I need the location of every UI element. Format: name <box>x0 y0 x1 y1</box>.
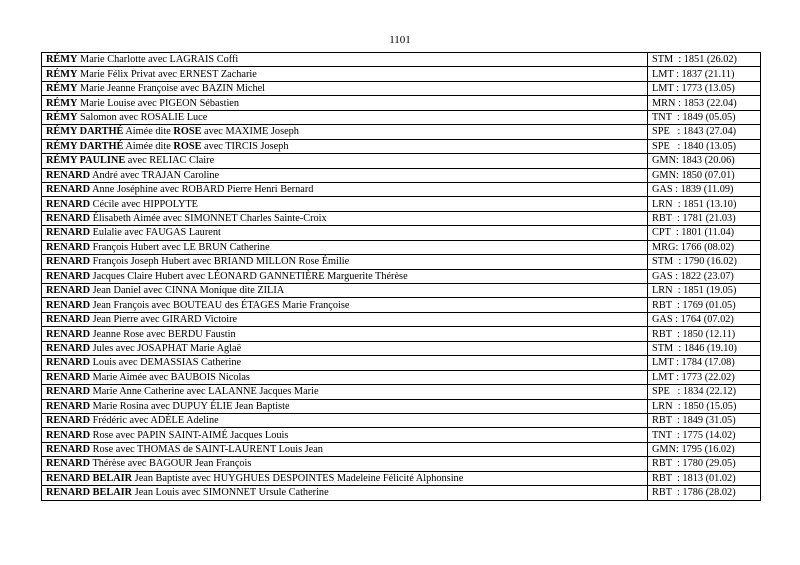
parish-date-reference: GMN: 1843 (20.06) <box>648 154 761 168</box>
entry-text: Jean Pierre avec GIRARD Victoire <box>90 314 238 326</box>
marriage-entry <box>42 327 648 341</box>
marriage-entry <box>42 125 648 139</box>
marriage-entry <box>42 486 648 500</box>
surname: RENARD <box>46 444 91 456</box>
surname: RENARD BELAIR <box>46 487 133 499</box>
entry-text: François Joseph Hubert avec BRIAND MILLON Rose Émilie <box>90 256 350 268</box>
marriage-entry <box>42 399 648 413</box>
table-row <box>42 471 761 485</box>
table-row <box>42 486 761 500</box>
marriage-entry <box>42 385 648 399</box>
parish-date-reference: LRN : 1851 (13.10) <box>648 197 761 211</box>
parish-date-reference: LMT : 1773 (13.05) <box>648 81 761 95</box>
surname: RENARD <box>46 400 91 412</box>
marriage-entry <box>42 457 648 471</box>
parish-date-reference: LMT : 1773 (22.02) <box>648 370 761 384</box>
marriage-entry <box>42 370 648 384</box>
entry-text: Frédéric avec ADÈLE Adeline <box>90 415 219 427</box>
entry-text: Marie Félix Privat avec ERNEST Zacharie <box>77 68 257 80</box>
table-row <box>42 96 761 110</box>
entry-text: Jean Louis avec SIMONNET Ursule Catherine <box>132 487 329 499</box>
surname: RENARD <box>46 184 91 196</box>
parish-date-reference: SPE : 1840 (13.05) <box>648 139 761 153</box>
table-row <box>42 110 761 124</box>
entry-text: François Hubert avec LE BRUN Catherine <box>90 241 270 253</box>
surname: RENARD <box>46 314 91 326</box>
entry-text: Jean Baptiste avec HUYGHUES DESPOINTES Madeleine Félicité Alphonsine <box>132 472 464 484</box>
entry-text: Cécile avec HIPPOLYTE <box>90 198 198 210</box>
surname: RENARD <box>46 299 91 311</box>
surname: RÉMY PAULINE <box>46 155 126 167</box>
entry-text: Rose avec THOMAS de SAINT-LAURENT Louis Jean <box>90 444 323 456</box>
table-row <box>42 226 761 240</box>
surname: RENARD <box>46 169 91 181</box>
surname: RÉMY <box>46 111 78 123</box>
table-row <box>42 139 761 153</box>
parish-date-reference: GAS : 1839 (11.09) <box>648 182 761 196</box>
table-row <box>42 240 761 254</box>
marriage-entry <box>42 197 648 211</box>
entry-text: Jules avec JOSAPHAT Marie Aglaë <box>90 342 242 354</box>
marriage-entry <box>42 211 648 225</box>
marriage-entry <box>42 110 648 124</box>
surname: RENARD <box>46 198 91 210</box>
parish-date-reference: LRN : 1850 (15.05) <box>648 399 761 413</box>
surname: RÉMY DARTHÉ <box>46 126 124 138</box>
table-row <box>42 341 761 355</box>
entry-text: avec TIRCIS Joseph <box>201 140 289 152</box>
table-row <box>42 182 761 196</box>
parish-date-reference: GMN: 1850 (07.01) <box>648 168 761 182</box>
surname: RENARD <box>46 270 91 282</box>
entry-text: Anne Joséphine avec ROBARD Pierre Henri Bernard <box>90 184 314 196</box>
marriage-entry <box>42 53 648 67</box>
parish-date-reference: STM : 1846 (19.10) <box>648 341 761 355</box>
marriage-entry <box>42 182 648 196</box>
marriage-entry <box>42 139 648 153</box>
table-row <box>42 67 761 81</box>
surname: ROSE <box>173 140 202 152</box>
parish-date-reference: GAS : 1764 (07.02) <box>648 312 761 326</box>
parish-date-reference: RBT : 1850 (12.11) <box>648 327 761 341</box>
surname: RENARD <box>46 458 91 470</box>
marriage-entry <box>42 226 648 240</box>
marriage-entry <box>42 341 648 355</box>
surname: RENARD <box>46 386 91 398</box>
entry-text: Marie Louise avec PIGEON Sébastien <box>77 97 240 109</box>
table-row <box>42 327 761 341</box>
marriage-entry <box>42 471 648 485</box>
table-row <box>42 428 761 442</box>
entry-text: Marie Jeanne Françoise avec BAZIN Michel <box>77 83 266 95</box>
parish-date-reference: LMT : 1837 (21.11) <box>648 67 761 81</box>
marriage-entry <box>42 356 648 370</box>
table-row <box>42 255 761 269</box>
table-row <box>42 211 761 225</box>
surname: RENARD <box>46 328 91 340</box>
marriage-entry <box>42 255 648 269</box>
entry-text: Salomon avec ROSALIE Luce <box>77 111 208 123</box>
parish-date-reference: STM : 1790 (16.02) <box>648 255 761 269</box>
table-row <box>42 413 761 427</box>
entry-text: avec RELIAC Claire <box>125 155 215 167</box>
marriage-entry <box>42 96 648 110</box>
entry-text: André avec TRAJAN Caroline <box>90 169 220 181</box>
marriage-entry <box>42 284 648 298</box>
table-row <box>42 356 761 370</box>
marriage-entry <box>42 67 648 81</box>
table-row <box>42 442 761 456</box>
surname: RENARD <box>46 357 91 369</box>
marriage-entry <box>42 81 648 95</box>
surname: RÉMY DARTHÉ <box>46 140 124 152</box>
table-row <box>42 168 761 182</box>
surname: RENARD <box>46 241 91 253</box>
surname: RÉMY <box>46 97 78 109</box>
table-row <box>42 312 761 326</box>
entry-text: Aimée dite <box>123 140 174 152</box>
parish-date-reference: LRN : 1851 (19.05) <box>648 284 761 298</box>
table-row <box>42 81 761 95</box>
marriage-entry <box>42 269 648 283</box>
parish-date-reference: LMT : 1784 (17.08) <box>648 356 761 370</box>
surname: RENARD <box>46 342 91 354</box>
table-row <box>42 370 761 384</box>
surname: RENARD <box>46 415 91 427</box>
table-row <box>42 197 761 211</box>
surname: RENARD <box>46 213 91 225</box>
parish-date-reference: RBT : 1781 (21.03) <box>648 211 761 225</box>
page-number: 1101 <box>389 34 411 46</box>
marriage-entry <box>42 428 648 442</box>
marriage-entry <box>42 312 648 326</box>
entry-text: Élisabeth Aimée avec SIMONNET Charles Sainte-Croix <box>90 213 327 225</box>
table-row <box>42 154 761 168</box>
parish-date-reference: SPE : 1843 (27.04) <box>648 125 761 139</box>
entry-text: Jeanne Rose avec BERDU Faustin <box>90 328 236 340</box>
marriage-entry <box>42 154 648 168</box>
parish-date-reference: GMN: 1795 (16.02) <box>648 442 761 456</box>
marriage-entry <box>42 442 648 456</box>
parish-date-reference: TNT : 1775 (14.02) <box>648 428 761 442</box>
entry-text: Rose avec PAPIN SAINT-AIMÉ Jacques Louis <box>90 429 289 441</box>
parish-date-reference: RBT : 1780 (29.05) <box>648 457 761 471</box>
parish-date-reference: MRG: 1766 (08.02) <box>648 240 761 254</box>
surname: RENARD BELAIR <box>46 472 133 484</box>
surname: RENARD <box>46 429 91 441</box>
marriage-entry <box>42 298 648 312</box>
surname: RENARD <box>46 371 91 383</box>
parish-date-reference: RBT : 1786 (28.02) <box>648 486 761 500</box>
entry-text: Marie Anne Catherine avec LALANNE Jacques Marie <box>90 386 319 398</box>
parish-date-reference: CPT : 1801 (11.04) <box>648 226 761 240</box>
parish-date-reference: RBT : 1769 (01.05) <box>648 298 761 312</box>
surname: RÉMY <box>46 83 78 95</box>
surname: RÉMY <box>46 54 78 66</box>
marriage-entry <box>42 413 648 427</box>
parish-date-reference: RBT : 1813 (01.02) <box>648 471 761 485</box>
table-row <box>42 457 761 471</box>
marriage-entry <box>42 240 648 254</box>
table-row <box>42 385 761 399</box>
entry-text: Jacques Claire Hubert avec LÉONARD GANNETIÈRE Marguerite Thérèse <box>90 270 408 282</box>
marriage-register-table <box>41 52 761 501</box>
surname: RÉMY <box>46 68 78 80</box>
parish-date-reference: RBT : 1849 (31.05) <box>648 413 761 427</box>
parish-date-reference: TNT : 1849 (05.05) <box>648 110 761 124</box>
entry-text: Thérèse avec BAGOUR Jean François <box>90 458 252 470</box>
entry-text: Aimée dite <box>123 126 174 138</box>
entry-text: Marie Charlotte avec LAGRAIS Coffi <box>77 54 239 66</box>
surname: ROSE <box>173 126 202 138</box>
surname: RENARD <box>46 227 91 239</box>
entry-text: Jean Daniel avec CINNA Monique dite ZILIA <box>90 285 285 297</box>
table-row <box>42 284 761 298</box>
parish-date-reference: STM : 1851 (26.02) <box>648 53 761 67</box>
parish-date-reference: SPE : 1834 (22.12) <box>648 385 761 399</box>
entry-text: Marie Rosina avec DUPUY ÉLIE Jean Baptiste <box>90 400 290 412</box>
marriage-entry <box>42 168 648 182</box>
entry-text: Marie Aimée avec BAUBOIS Nicolas <box>90 371 250 383</box>
entry-text: avec MAXIME Joseph <box>201 126 299 138</box>
table-row <box>42 53 761 67</box>
surname: RENARD <box>46 256 91 268</box>
parish-date-reference: MRN : 1853 (22.04) <box>648 96 761 110</box>
entry-text: Jean François avec BOUTEAU des ÉTAGES Marie Françoise <box>90 299 350 311</box>
table-row <box>42 269 761 283</box>
register-body <box>42 53 761 501</box>
table-row <box>42 399 761 413</box>
surname: RENARD <box>46 285 91 297</box>
parish-date-reference: GAS : 1822 (23.07) <box>648 269 761 283</box>
entry-text: Eulalie avec FAUGAS Laurent <box>90 227 221 239</box>
table-row <box>42 125 761 139</box>
table-row <box>42 298 761 312</box>
entry-text: Louis avec DEMASSIAS Catherine <box>90 357 242 369</box>
